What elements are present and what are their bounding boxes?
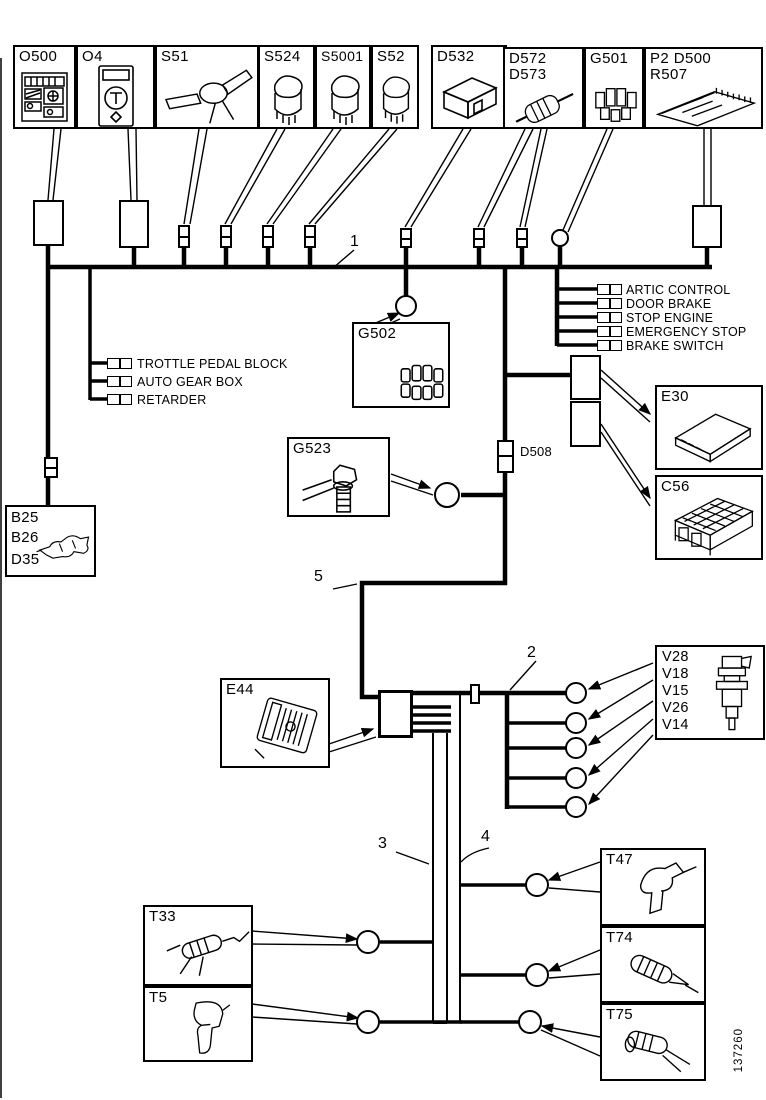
label-o500: O500 xyxy=(19,48,58,65)
wire-number-4: 4 xyxy=(481,828,490,845)
label-v14: V14 xyxy=(662,717,689,733)
rocker-switch-icon xyxy=(323,69,367,127)
component-box-p2-d500-r507 xyxy=(644,47,763,129)
connector-o500 xyxy=(33,200,64,246)
component-box-e44 xyxy=(220,678,330,768)
sensor-icon xyxy=(163,917,251,981)
stub-connector xyxy=(597,326,622,337)
component-box-g523 xyxy=(287,437,390,517)
label-e44: E44 xyxy=(226,681,254,698)
inline-connector-left xyxy=(44,457,58,478)
label-v28: V28 xyxy=(662,649,689,665)
label-v18: V18 xyxy=(662,666,689,682)
wire-number-2: 2 xyxy=(527,644,536,661)
component-box-s524 xyxy=(258,45,315,129)
circuit-board-icon xyxy=(654,81,758,127)
pin-cluster-icon xyxy=(398,362,446,404)
label-t47: T47 xyxy=(606,851,634,868)
component-box-t74 xyxy=(600,926,706,1003)
label-b25: B25 xyxy=(11,509,39,526)
right-list-item: STOP ENGINE xyxy=(626,311,714,325)
stub-connector xyxy=(107,394,132,405)
cylindrical-connector-icon xyxy=(507,81,583,129)
ground-stud-icon xyxy=(297,459,385,515)
component-box-g502 xyxy=(352,322,450,408)
component-box-s51 xyxy=(155,45,259,129)
connector-p2 xyxy=(692,205,722,248)
inline-connector-small xyxy=(470,684,480,704)
junction-block xyxy=(378,690,413,738)
connector-o4 xyxy=(119,200,149,248)
component-box-b25-b26-d35 xyxy=(5,505,96,577)
label-t5: T5 xyxy=(149,989,168,1006)
multi-pin-connector-icon xyxy=(592,81,638,127)
component-box-d532 xyxy=(431,45,507,129)
terminal-d532 xyxy=(400,228,412,248)
label-d508: D508 xyxy=(520,444,552,459)
connector-housing-icon xyxy=(438,73,502,125)
label-s51: S51 xyxy=(161,48,189,65)
left-list-item: TROTTLE PEDAL BLOCK xyxy=(137,357,288,371)
component-box-d572-d573 xyxy=(503,47,584,129)
rocker-switch-icon xyxy=(266,69,310,127)
label-s524: S524 xyxy=(264,48,301,65)
connector-block-lower xyxy=(570,401,601,447)
component-box-c56 xyxy=(655,475,763,560)
component-box-g501 xyxy=(584,47,644,129)
stub-connector xyxy=(597,340,622,351)
sensor-icon xyxy=(169,996,241,1060)
sensor-icon xyxy=(616,944,704,1002)
terminal-d572 xyxy=(473,228,485,248)
right-list-item: BRAKE SWITCH xyxy=(626,339,724,353)
terminal-s52 xyxy=(304,225,316,248)
component-box-e30 xyxy=(655,385,763,470)
control-panel-icon xyxy=(20,69,70,125)
left-list-item: RETARDER xyxy=(137,393,207,407)
stub-connector xyxy=(107,376,132,387)
right-list-item: ARTIC CONTROL xyxy=(626,283,731,297)
label-t33: T33 xyxy=(149,908,177,925)
component-box-o500 xyxy=(13,45,76,129)
label-t74: T74 xyxy=(606,929,634,946)
label-t75: T75 xyxy=(606,1006,634,1023)
sensor-icon xyxy=(614,1019,704,1079)
component-box-s5001 xyxy=(315,45,371,129)
component-box-t47 xyxy=(600,848,706,926)
control-unit-icon xyxy=(665,493,759,559)
component-box-o4 xyxy=(76,45,155,129)
cable-run xyxy=(433,695,460,1023)
figure-number: 137260 xyxy=(733,1028,745,1073)
terminal-s524 xyxy=(220,225,232,248)
tachograph-icon xyxy=(97,64,135,128)
label-p2-d500: P2 D500 xyxy=(650,50,712,67)
label-g501: G501 xyxy=(590,50,629,67)
right-list-item: EMERGENCY STOP xyxy=(626,325,747,339)
inline-connector-d508 xyxy=(497,440,514,473)
rocker-switch-icon xyxy=(376,69,416,127)
label-d572: D572 xyxy=(509,50,547,67)
connector-block-upper xyxy=(570,355,601,400)
label-e30: E30 xyxy=(661,388,689,405)
injector-valve-icon xyxy=(705,652,755,736)
stalk-switch-icon xyxy=(159,63,257,127)
terminal-d573 xyxy=(516,228,528,248)
wire-number-5: 5 xyxy=(314,568,323,585)
label-r507: R507 xyxy=(650,66,688,83)
label-v26: V26 xyxy=(662,700,689,716)
component-box-s52 xyxy=(371,45,419,129)
ecu-side-icon xyxy=(244,692,328,766)
component-box-t33 xyxy=(143,905,253,986)
left-list-item: AUTO GEAR BOX xyxy=(137,375,243,389)
label-v15: V15 xyxy=(662,683,689,699)
wire-number-3: 3 xyxy=(378,835,387,852)
label-c56: C56 xyxy=(661,478,690,495)
component-box-t75 xyxy=(600,1003,706,1081)
sensor-icon xyxy=(622,856,702,924)
terminal-s5001 xyxy=(262,225,274,248)
label-d35: D35 xyxy=(11,551,40,568)
label-s52: S52 xyxy=(377,48,405,65)
label-d532: D532 xyxy=(437,48,475,65)
valve-unit-icon xyxy=(35,521,95,571)
stub-connector xyxy=(597,312,622,323)
stub-connector xyxy=(597,298,622,309)
terminal-s51 xyxy=(178,225,190,248)
label-s5001: S5001 xyxy=(321,48,364,64)
stub-connector xyxy=(107,358,132,369)
label-o4: O4 xyxy=(82,48,103,65)
label-d573: D573 xyxy=(509,66,547,83)
label-g502: G502 xyxy=(358,325,397,342)
wire-number-1: 1 xyxy=(350,233,359,250)
component-box-v-group xyxy=(655,645,765,740)
label-b26: B26 xyxy=(11,529,39,546)
label-g523: G523 xyxy=(293,440,332,457)
ecu-module-icon xyxy=(665,407,759,467)
right-list-item: DOOR BRAKE xyxy=(626,297,712,311)
component-box-t5 xyxy=(143,986,253,1062)
stub-connector xyxy=(597,284,622,295)
